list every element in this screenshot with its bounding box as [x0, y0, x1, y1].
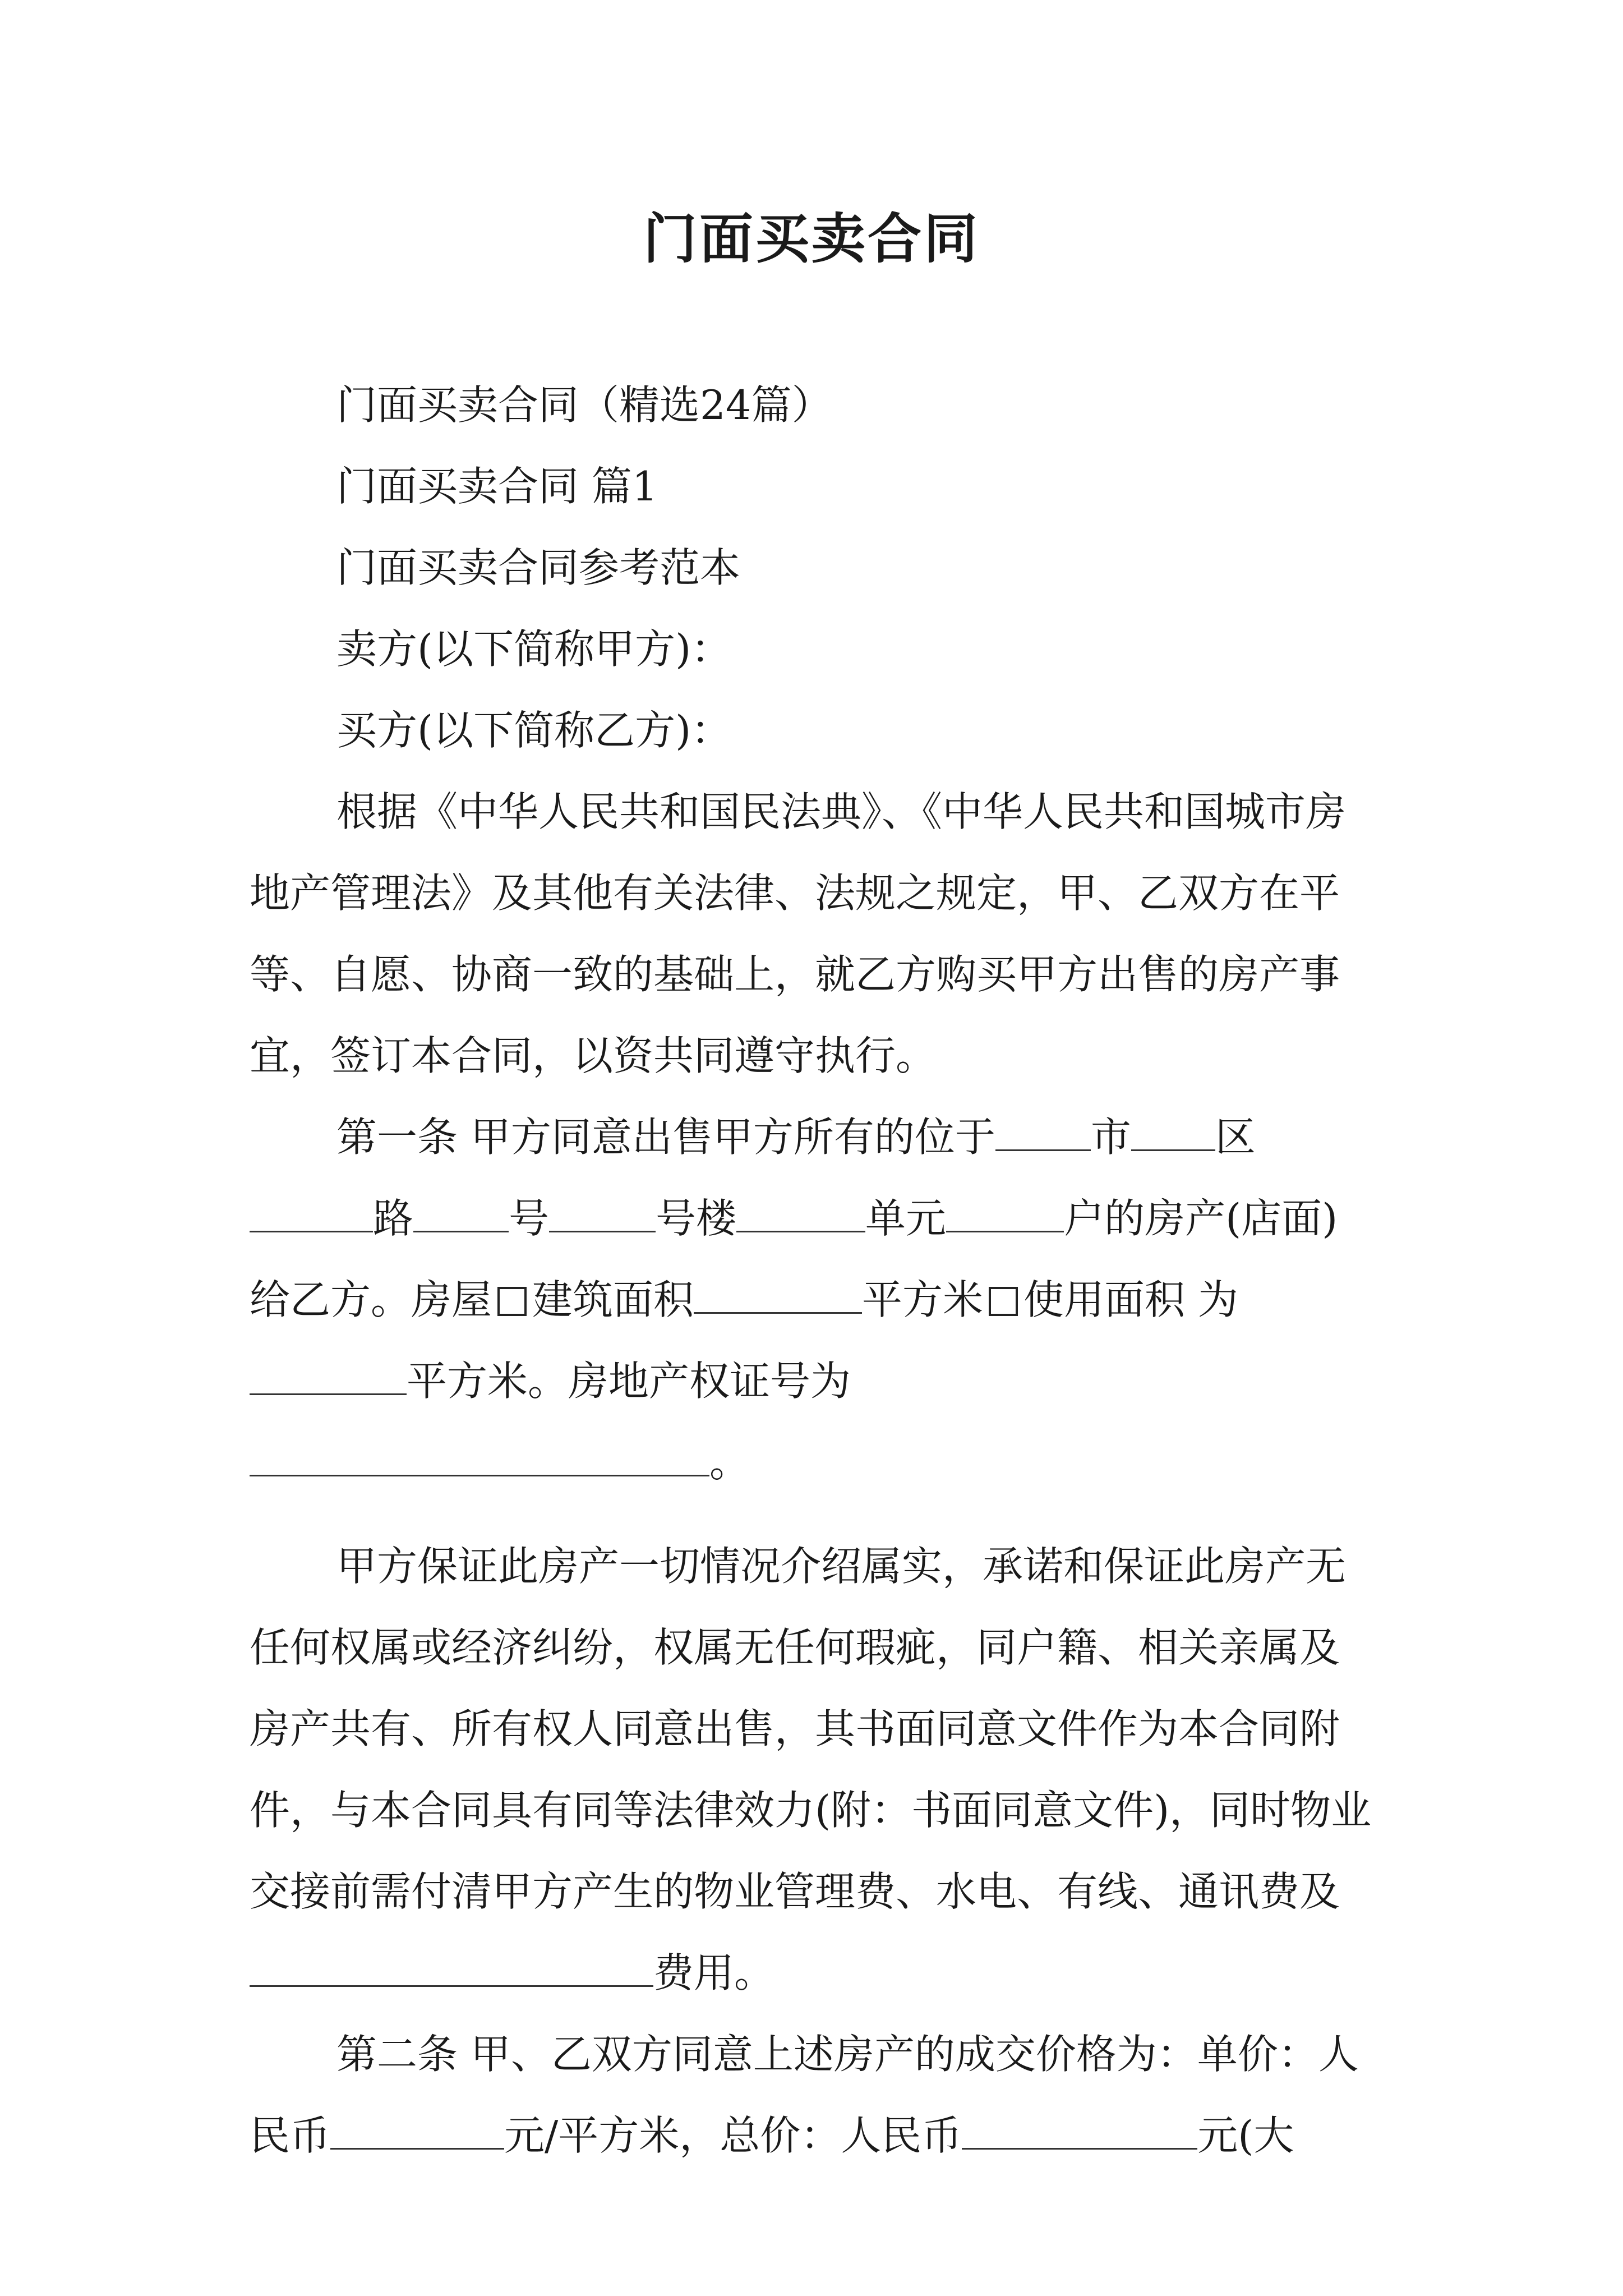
- number-label: 号: [509, 1195, 550, 1242]
- amount-in-words-label: 元(大: [1197, 2112, 1294, 2159]
- guarantee-text: 甲方保证此房产一切情况介绍属实，承诺和保证此房产无任何权属或经济纠纷，权属无任何瑕疵，同户籍、相关亲属及房产共有、所有权人同意出售，其书面同意文件作为本合同附件，与本合同具有同等法律效力(附：书面同意文件)，同时物业交接前需付清甲方产生的物业管理费、水电、有线、通讯费及: [250, 1543, 1372, 1915]
- unit-blank: [736, 1190, 865, 1232]
- article-2-paragraph: [250, 2014, 1377, 2177]
- other-fees-blank: [250, 1945, 653, 1987]
- unit-label: 单元: [865, 1195, 947, 1242]
- building-label: 号楼: [656, 1195, 737, 1242]
- road-label: 路: [373, 1195, 414, 1242]
- certificate-label: 平方米。房地产权证号为: [407, 1358, 851, 1405]
- road-blank: [250, 1190, 373, 1232]
- district-blank: [1131, 1109, 1215, 1151]
- room-blank: [946, 1190, 1064, 1232]
- usable-area-label: 使用面积 为: [1023, 1276, 1238, 1323]
- sentence-end: 。: [709, 1439, 750, 1486]
- document-title: 门面买卖合同: [643, 208, 980, 270]
- template-heading: 门面买卖合同参考范本: [336, 544, 741, 591]
- building-blank: [549, 1190, 656, 1232]
- document-body: [250, 365, 1377, 2177]
- total-price-label: 元/平方米，总价：人民币: [504, 2112, 962, 2159]
- unit-price-blank: [330, 2108, 504, 2150]
- property-text: 房产(店面)给乙方。房屋: [250, 1195, 1338, 1323]
- section-heading: 门面买卖合同 篇1: [336, 463, 658, 510]
- article-1-paragraph: [250, 1097, 1377, 1503]
- guarantee-paragraph: [250, 1526, 1377, 2014]
- city-blank: [995, 1109, 1091, 1151]
- legal-basis-paragraph: 根据《中华人民共和国民法典》、《中华人民共和国城市房地产管理法》及其他有关法律、法规之规定，甲、乙双方在平等、自愿、协商一致的基础上，就乙方购买甲方出售的房产事宜，签订本合同，以资共同遵守执行。: [250, 788, 1347, 1079]
- subtitle-line: 门面买卖合同（精选24篇）: [336, 381, 832, 429]
- number-blank: [413, 1190, 509, 1232]
- certificate-number-blank: [250, 1434, 709, 1476]
- seller-line: 卖方(以下简称甲方)：: [336, 625, 732, 673]
- article-2-intro: 第二条 甲、乙双方同意上述房产的成交价格为：单价：人民币: [250, 2031, 1359, 2159]
- guarantee-end: 费用。: [653, 1949, 775, 1996]
- usable-area-checkbox[interactable]: [989, 1287, 1018, 1316]
- article-1-intro: 第一条 甲方同意出售甲方所有的位于: [336, 1114, 995, 1161]
- building-area-checkbox[interactable]: [497, 1287, 527, 1316]
- building-area-label: 建筑面积: [532, 1276, 694, 1323]
- city-label: 市: [1090, 1114, 1131, 1161]
- usable-area-blank: [250, 1353, 407, 1395]
- district-label: 区: [1215, 1114, 1256, 1161]
- building-area-blank: [694, 1272, 862, 1314]
- buyer-line: 买方(以下简称乙方)：: [336, 707, 732, 754]
- room-label: 户的: [1064, 1195, 1145, 1242]
- sqm-label-1: 平方米: [862, 1276, 984, 1323]
- total-price-blank: [962, 2108, 1197, 2150]
